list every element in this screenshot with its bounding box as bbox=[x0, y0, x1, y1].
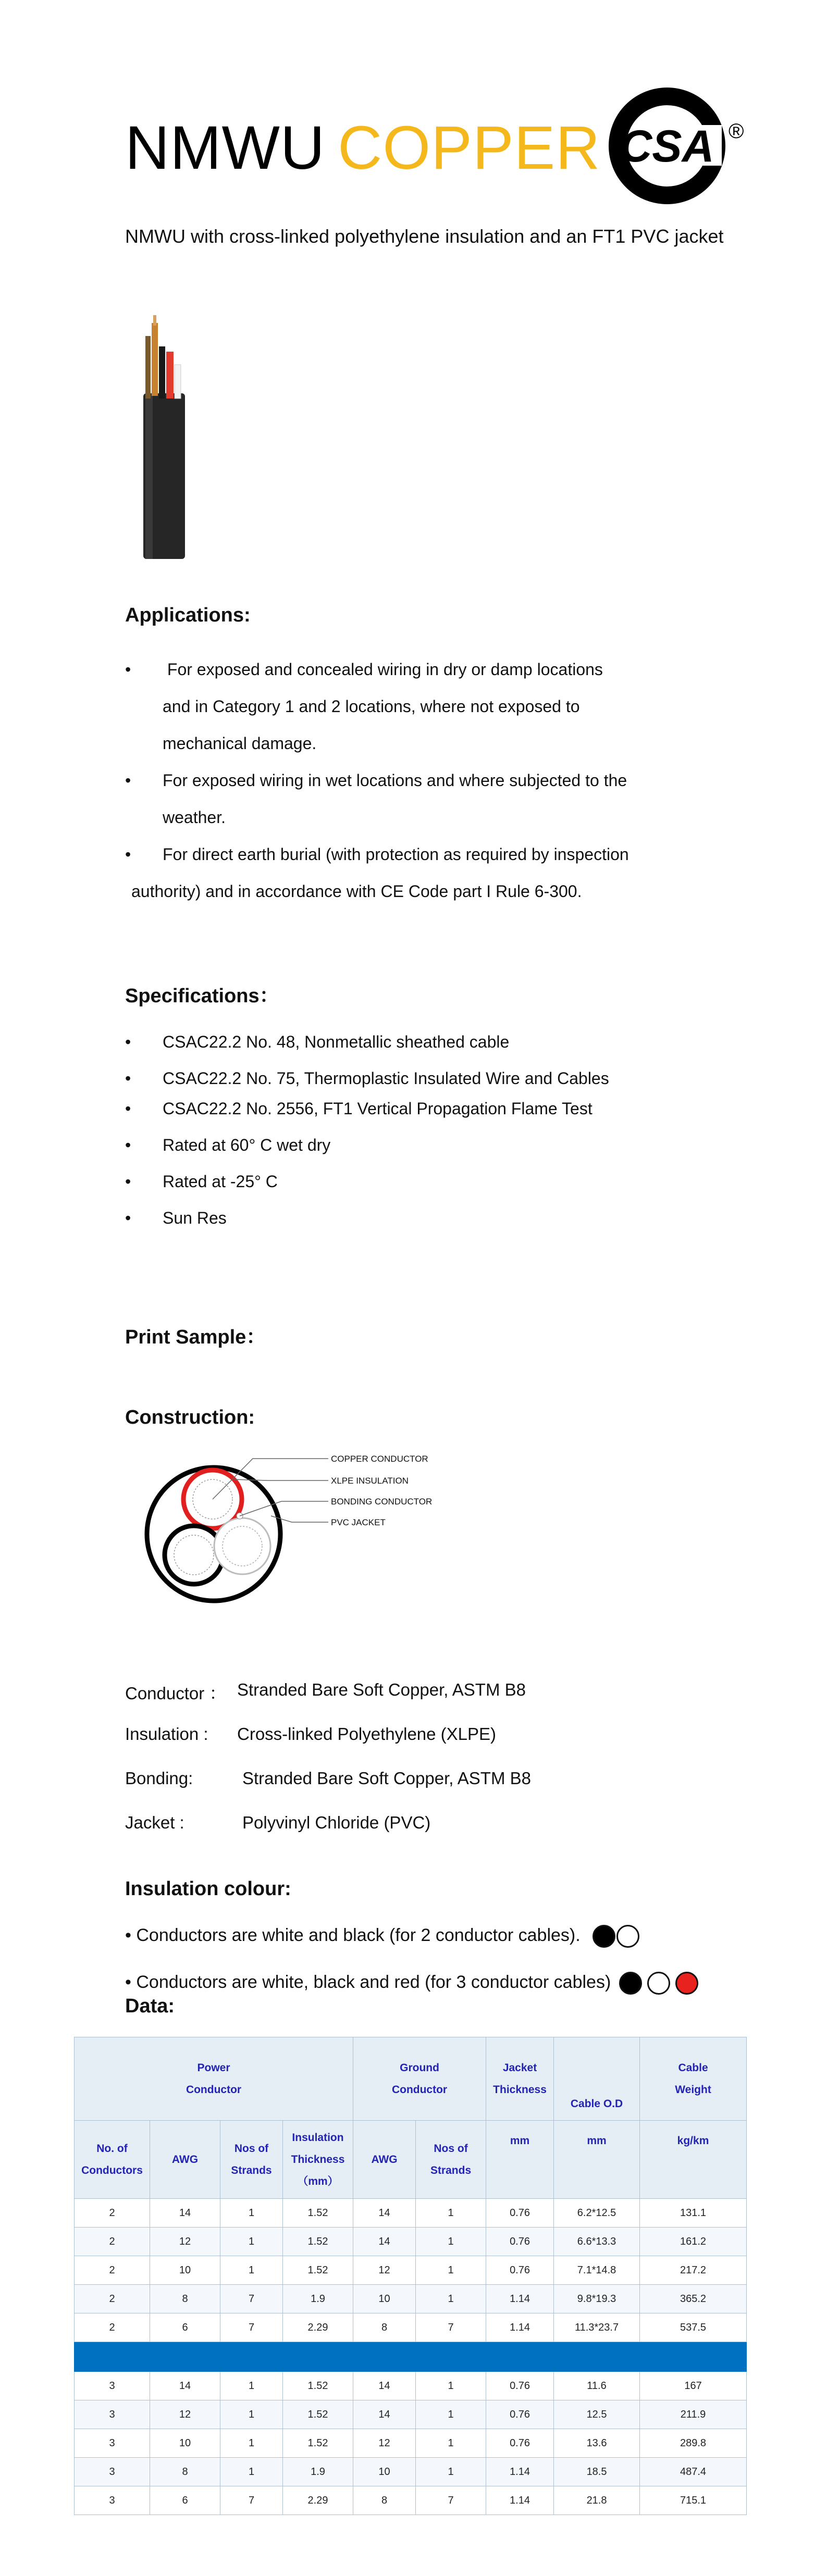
table-cell: 21.8 bbox=[554, 2486, 640, 2515]
table-body-3-conductor bbox=[75, 2372, 747, 2515]
table-cell: 7 bbox=[416, 2486, 486, 2515]
table-cell: 13.6 bbox=[554, 2429, 640, 2458]
applications-line: mechanical damage. bbox=[163, 734, 317, 753]
table-row bbox=[75, 2429, 747, 2458]
table-cell: 11.3*23.7 bbox=[554, 2313, 640, 2342]
table-cell: 1 bbox=[220, 2458, 283, 2486]
black-dot-icon bbox=[619, 1972, 642, 1995]
header-ground-awg: AWG bbox=[353, 2121, 416, 2199]
table-cell: 2 bbox=[75, 2227, 150, 2256]
table-cell: 1 bbox=[416, 2285, 486, 2313]
header-ground-strands: Nos of Strands bbox=[416, 2121, 486, 2199]
header-cable-od: Cable O.D bbox=[554, 2037, 640, 2121]
table-cell: 2.29 bbox=[283, 2313, 353, 2342]
label-pvc-jacket: PVC JACKET bbox=[331, 1517, 386, 1527]
table-cell: 1 bbox=[220, 2372, 283, 2400]
table-cell: 14 bbox=[353, 2227, 416, 2256]
table-cell: 161.2 bbox=[640, 2227, 747, 2256]
header-insulation-thickness: Insulation Thickness （mm） bbox=[283, 2121, 353, 2199]
table-cell: 1.52 bbox=[283, 2400, 353, 2429]
table-cell: 7 bbox=[220, 2486, 283, 2515]
construction-key: Insulation : bbox=[125, 1724, 208, 1744]
table-cell: 14 bbox=[353, 2400, 416, 2429]
header-jacket-thickness: Jacket Thickness bbox=[486, 2037, 554, 2121]
table-cell: 11.6 bbox=[554, 2372, 640, 2400]
table-cell: 12.5 bbox=[554, 2400, 640, 2429]
table-cell: 14 bbox=[150, 2199, 220, 2227]
header-weight-unit: kg/km bbox=[640, 2121, 747, 2199]
wire-copper-tip bbox=[153, 315, 156, 326]
table-cell: 3 bbox=[75, 2372, 150, 2400]
spec-item: • Rated at 60° C wet dry bbox=[125, 1136, 331, 1154]
wire-red bbox=[166, 352, 174, 399]
table-cell: 1 bbox=[220, 2256, 283, 2285]
title-copper: COPPER bbox=[338, 114, 601, 182]
cable-photo bbox=[138, 315, 190, 560]
table-cell: 3 bbox=[75, 2400, 150, 2429]
cable-highlight-shape bbox=[145, 393, 153, 559]
table-cell: 0.76 bbox=[486, 2199, 554, 2227]
table-cell: 2 bbox=[75, 2256, 150, 2285]
applications-line: • For direct earth burial (with protection as required by inspection bbox=[125, 845, 629, 864]
table-cell: 1.14 bbox=[486, 2313, 554, 2342]
applications-line: • For exposed wiring in wet locations and where subjected to the bbox=[125, 771, 627, 790]
table-cell: 1 bbox=[220, 2429, 283, 2458]
table-cell: 0.76 bbox=[486, 2256, 554, 2285]
table-cell: 1 bbox=[220, 2400, 283, 2429]
table-cell: 365.2 bbox=[640, 2285, 747, 2313]
registered-mark: ® bbox=[729, 120, 744, 143]
construction-value: Polyvinyl Chloride (PVC) bbox=[242, 1813, 431, 1832]
construction-key: Bonding: bbox=[125, 1769, 193, 1788]
table-cell: 10 bbox=[353, 2285, 416, 2313]
white-dot-icon bbox=[616, 1925, 639, 1948]
table-row bbox=[75, 2372, 747, 2400]
construction-value: Stranded Bare Soft Copper, ASTM B8 bbox=[237, 1680, 526, 1699]
table-separator bbox=[75, 2342, 747, 2372]
header-jacket-unit: mm bbox=[486, 2121, 554, 2199]
header-od-unit: mm bbox=[554, 2121, 640, 2199]
page-title bbox=[125, 114, 601, 182]
specifications-heading: Specifications： bbox=[125, 985, 279, 1007]
applications-line: and in Category 1 and 2 locations, where not exposed to bbox=[163, 697, 580, 716]
construction-value: Stranded Bare Soft Copper, ASTM B8 bbox=[242, 1769, 531, 1788]
colour-row-3c: • Conductors are white, black and red (for 3 conductor cables) bbox=[125, 1972, 698, 1995]
header-no-of-conductors: No. of Conductors bbox=[75, 2121, 150, 2199]
table-cell: 12 bbox=[150, 2400, 220, 2429]
label-bonding-conductor: BONDING CONDUCTOR bbox=[331, 1497, 433, 1507]
applications-list bbox=[125, 651, 646, 910]
data-table bbox=[74, 2037, 746, 2515]
title-nmwu: NMWU bbox=[125, 114, 326, 182]
applications-line: authority) and in accordance with CE Code part I Rule 6-300. bbox=[131, 882, 582, 901]
table-cell: 0.76 bbox=[486, 2429, 554, 2458]
spec-item: • Sun Res bbox=[125, 1209, 227, 1227]
wire-bare-1 bbox=[145, 336, 151, 399]
construction-key: Jacket : bbox=[125, 1813, 184, 1832]
table-cell: 8 bbox=[353, 2486, 416, 2515]
table-cell: 1.52 bbox=[283, 2227, 353, 2256]
label-xlpe-insulation: XLPE INSULATION bbox=[331, 1476, 409, 1486]
insulation-colour-heading: Insulation colour: bbox=[125, 1878, 291, 1900]
table-row bbox=[75, 2285, 747, 2313]
table-cell: 3 bbox=[75, 2486, 150, 2515]
table-cell: 8 bbox=[150, 2458, 220, 2486]
csa-logo-text: CSA bbox=[620, 121, 714, 171]
table-cell: 1 bbox=[416, 2199, 486, 2227]
wire-white bbox=[175, 365, 181, 399]
table-cell: 6.2*12.5 bbox=[554, 2199, 640, 2227]
wire-copper-1 bbox=[152, 323, 158, 396]
table-cell: 6 bbox=[150, 2486, 220, 2515]
table-cell: 2 bbox=[75, 2313, 150, 2342]
table-cell: 7 bbox=[220, 2313, 283, 2342]
table-cell: 131.1 bbox=[640, 2199, 747, 2227]
spec-item: • CSAC22.2 No. 2556, FT1 Vertical Propagation Flame Test bbox=[125, 1099, 593, 1118]
table-row bbox=[75, 2486, 747, 2515]
black-dot-icon bbox=[593, 1925, 615, 1948]
specifications-list bbox=[125, 1024, 698, 1236]
table-cell: 1 bbox=[416, 2429, 486, 2458]
table-cell: 167 bbox=[640, 2372, 747, 2400]
table-cell: 1.14 bbox=[486, 2458, 554, 2486]
table-cell: 8 bbox=[150, 2285, 220, 2313]
table-cell: 1 bbox=[416, 2372, 486, 2400]
label-copper-conductor: COPPER CONDUCTOR bbox=[331, 1454, 428, 1464]
table-row bbox=[75, 2400, 747, 2429]
construction-value: Cross-linked Polyethylene (XLPE) bbox=[237, 1724, 497, 1744]
construction-heading: Construction: bbox=[125, 1407, 255, 1428]
table-cell: 12 bbox=[353, 2256, 416, 2285]
table-cell: 2.29 bbox=[283, 2486, 353, 2515]
table-cell: 217.2 bbox=[640, 2256, 747, 2285]
data-heading: Data: bbox=[125, 1995, 175, 2017]
table-cell: 10 bbox=[353, 2458, 416, 2486]
table-cell: 0.76 bbox=[486, 2227, 554, 2256]
header-power-conductor: Power Conductor bbox=[75, 2037, 353, 2121]
table-cell: 9.8*19.3 bbox=[554, 2285, 640, 2313]
applications-heading: Applications: bbox=[125, 604, 251, 626]
subtitle: NMWU with cross-linked polyethylene insulation and an FT1 PVC jacket bbox=[125, 226, 724, 247]
table-cell: 12 bbox=[353, 2429, 416, 2458]
cable-cross-section-diagram bbox=[141, 1438, 453, 1615]
table-body-2-conductor bbox=[75, 2199, 747, 2342]
table-cell: 7 bbox=[416, 2313, 486, 2342]
red-dot-icon bbox=[675, 1972, 698, 1995]
table-cell: 10 bbox=[150, 2256, 220, 2285]
table-cell: 1.9 bbox=[283, 2458, 353, 2486]
table-cell: 2 bbox=[75, 2199, 150, 2227]
table-cell: 3 bbox=[75, 2458, 150, 2486]
table-cell: 18.5 bbox=[554, 2458, 640, 2486]
table-cell: 1 bbox=[416, 2256, 486, 2285]
table-cell: 1.52 bbox=[283, 2199, 353, 2227]
table-cell: 7.1*14.8 bbox=[554, 2256, 640, 2285]
table-cell: 715.1 bbox=[640, 2486, 747, 2515]
table-cell: 6.6*13.3 bbox=[554, 2227, 640, 2256]
wire-black bbox=[159, 346, 165, 399]
header-awg: AWG bbox=[150, 2121, 220, 2199]
table-cell: 8 bbox=[353, 2313, 416, 2342]
print-sample-heading: Print Sample： bbox=[125, 1326, 266, 1348]
table-cell: 2 bbox=[75, 2285, 150, 2313]
table-row bbox=[75, 2458, 747, 2486]
table-cell: 1 bbox=[416, 2458, 486, 2486]
table-cell: 289.8 bbox=[640, 2429, 747, 2458]
table-cell: 211.9 bbox=[640, 2400, 747, 2429]
spec-item: • Rated at -25° C bbox=[125, 1172, 278, 1191]
applications-line: • For exposed and concealed wiring in dry or damp locations bbox=[125, 660, 603, 679]
table-cell: 1.14 bbox=[486, 2486, 554, 2515]
table-cell: 0.76 bbox=[486, 2400, 554, 2429]
table-cell: 1 bbox=[416, 2227, 486, 2256]
table-cell: 10 bbox=[150, 2429, 220, 2458]
table-row bbox=[75, 2256, 747, 2285]
construction-key: Conductor ： bbox=[125, 1684, 227, 1703]
table-cell: 1 bbox=[220, 2199, 283, 2227]
header-ground-conductor: Ground Conductor bbox=[353, 2037, 486, 2121]
table-cell: 12 bbox=[150, 2227, 220, 2256]
table-cell: 1.9 bbox=[283, 2285, 353, 2313]
table-cell: 1.52 bbox=[283, 2256, 353, 2285]
csa-logo bbox=[615, 83, 744, 203]
white-dot-icon bbox=[647, 1972, 670, 1995]
table-cell: 14 bbox=[353, 2372, 416, 2400]
table-row bbox=[75, 2313, 747, 2342]
table-cell: 1.52 bbox=[283, 2372, 353, 2400]
table-cell: 7 bbox=[220, 2285, 283, 2313]
table-row bbox=[75, 2199, 747, 2227]
table-cell: 1 bbox=[220, 2227, 283, 2256]
table-cell: 14 bbox=[353, 2199, 416, 2227]
table-row bbox=[75, 2227, 747, 2256]
header-cable-weight: Cable Weight bbox=[640, 2037, 747, 2121]
spec-item: • CSAC22.2 No. 48, Nonmetallic sheathed cable bbox=[125, 1032, 510, 1051]
table-cell: 1.52 bbox=[283, 2429, 353, 2458]
table-cell: 6 bbox=[150, 2313, 220, 2342]
table-cell: 1 bbox=[416, 2400, 486, 2429]
table-cell: 1.14 bbox=[486, 2285, 554, 2313]
applications-line: weather. bbox=[163, 808, 226, 827]
copper-strands-white bbox=[223, 1526, 262, 1566]
colour-row-2c: • Conductors are white and black (for 2 conductor cables). bbox=[125, 1925, 639, 1948]
table-cell: 14 bbox=[150, 2372, 220, 2400]
spec-item: • CSAC22.2 No. 75, Thermoplastic Insulated Wire and Cables bbox=[125, 1069, 609, 1088]
table-cell: 537.5 bbox=[640, 2313, 747, 2342]
table-cell: 0.76 bbox=[486, 2372, 554, 2400]
header-nos-of-strands: Nos of Strands bbox=[220, 2121, 283, 2199]
copper-strands-black bbox=[174, 1535, 214, 1575]
table-cell: 3 bbox=[75, 2429, 150, 2458]
table-cell: 487.4 bbox=[640, 2458, 747, 2486]
